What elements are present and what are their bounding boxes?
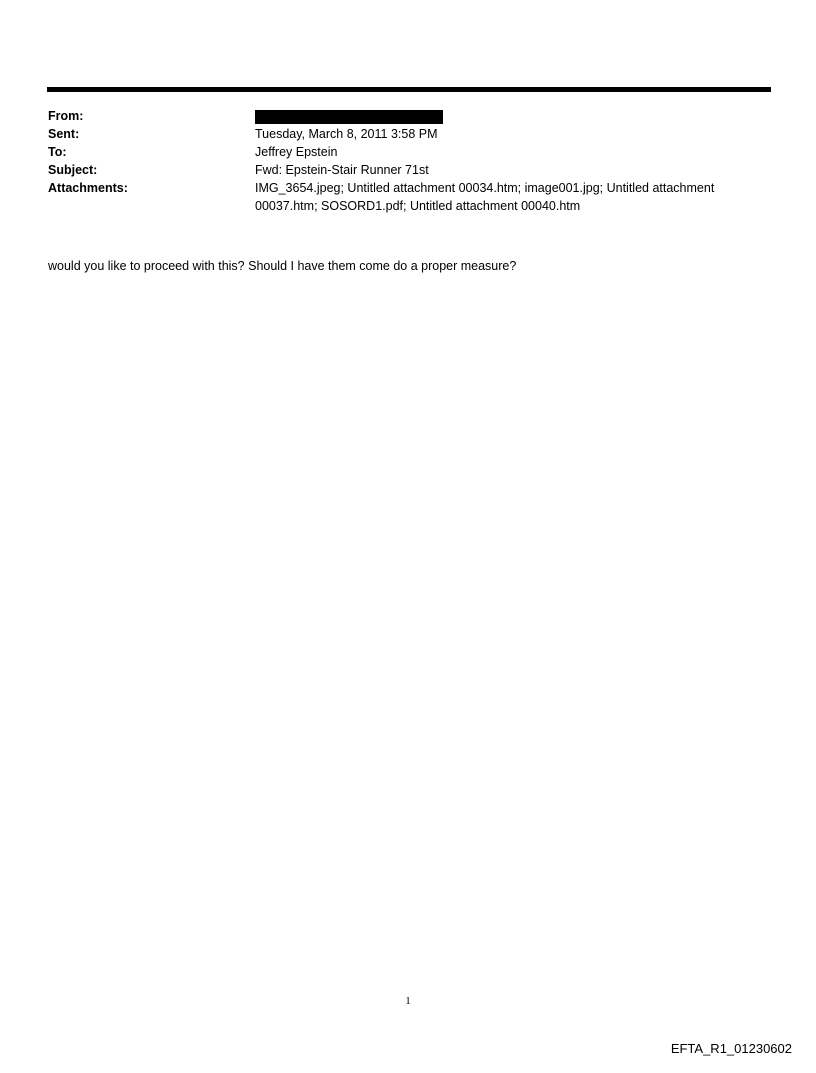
subject-label: Subject: bbox=[48, 163, 98, 177]
attachments-value: IMG_3654.jpeg; Untitled attachment 00034.htm; image001.jpg; Untitled attachment 00037.htm; SOSORD1.pdf; Untitled attachment 00040.htm bbox=[255, 181, 715, 213]
redaction-bar bbox=[255, 110, 443, 124]
from-row bbox=[48, 107, 768, 125]
from-value bbox=[255, 107, 768, 125]
attachments-label: Attachments: bbox=[48, 181, 128, 195]
sent-row bbox=[48, 125, 768, 143]
message-body: would you like to proceed with this? Should I have them come do a proper measure? bbox=[48, 259, 517, 273]
bates-number: EFTA_R1_01230602 bbox=[670, 1041, 792, 1056]
to-value: Jeffrey Epstein bbox=[255, 145, 338, 159]
sent-value: Tuesday, March 8, 2011 3:58 PM bbox=[255, 127, 438, 141]
subject-row bbox=[48, 161, 768, 179]
to-row bbox=[48, 143, 768, 161]
from-label: From: bbox=[48, 109, 84, 123]
subject-value: Fwd: Epstein-Stair Runner 71st bbox=[255, 163, 429, 177]
to-label: To: bbox=[48, 145, 67, 159]
attachments-row bbox=[48, 179, 768, 215]
email-header bbox=[48, 107, 768, 215]
header-divider bbox=[47, 87, 771, 92]
sent-label: Sent: bbox=[48, 127, 80, 141]
page-number: 1 bbox=[405, 995, 411, 1007]
